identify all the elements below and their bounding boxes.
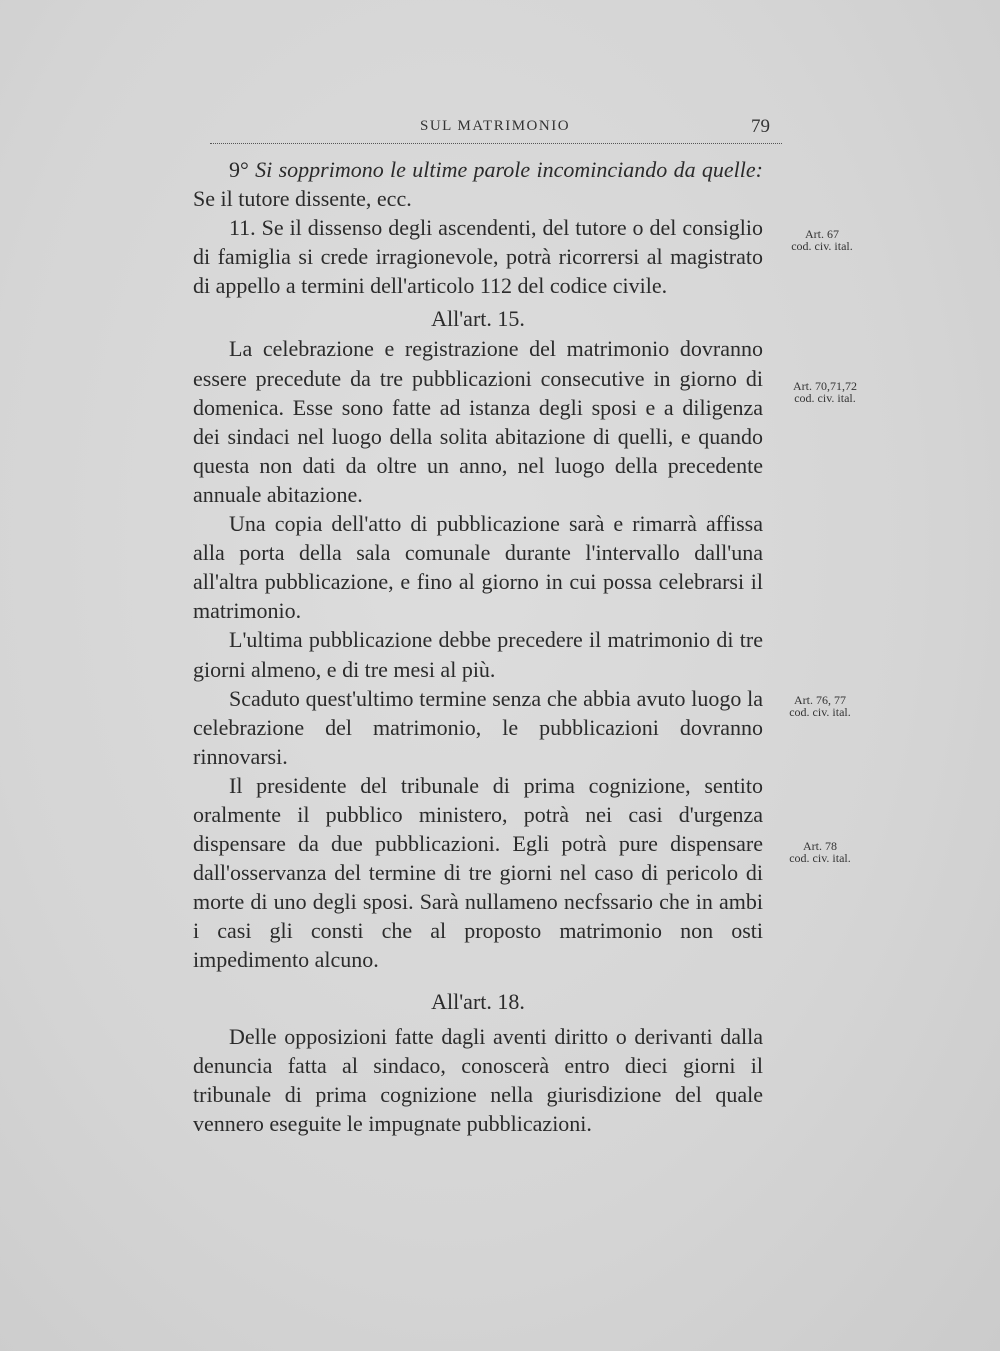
section-heading-art-15: All'art. 15. <box>431 306 525 332</box>
art15-paragraph-1: La celebrazione e registrazione del matrimonio dovranno essere precedute da tre pubblicazioni consecutive in giorno di domenica. Esse sono fatte ad istanza degli sposi e a diligenza dei sindaci nel luogo della solita abitazione di quelli, e quando questa non dati da oltre un anno, nel luogo della precedente annuale abitazione. <box>193 336 763 507</box>
art15-paragraph-5: Il presidente del tribunale di prima cognizione, sentito oralmente il pubblico ministero, potrà nei casi d'urgenza dispensare da due pubblicazioni. Egli potrà pure dispensare dall'osservanza del termine di tre giorni nel caso di pericolo di morte di uno degli sposi. Sarà nullameno necfssario che in ambi i casi gli consti che al proposto matrimonio non osti impedimento alcuno. <box>193 772 763 973</box>
header-rule <box>210 143 782 144</box>
margin-note-code: cod. civ. ital. <box>789 705 851 719</box>
art15-paragraph-4: Scaduto quest'ultimo termine senza che abbia avuto luogo la celebrazione del matrimonio, le pubblicazioni dovranno rinnovarsi. <box>193 685 763 769</box>
page-number: 79 <box>751 116 770 137</box>
margin-note-article: Art. 67 <box>805 227 839 241</box>
art18-paragraph-1: Delle opposizioni fatte dagli aventi diritto o derivanti dalla denuncia fatta al sindaco, conoscerà entro dieci giorni il tribunale di prima cognizione nella giurisdizione del quale vennero eseguite le impugnate pubblicazioni. <box>193 1023 763 1136</box>
margin-note-article: Art. 76, 77 <box>794 693 846 707</box>
paragraph-9-italic: Si sopprimono le ultime parole incominciando da quelle: <box>255 157 763 182</box>
margin-note-code: cod. civ. ital. <box>791 239 853 253</box>
paragraph-11: 11. Se il dissenso degli ascendenti, del tutore o del consiglio di famiglia si crede irragionevole, potrà ricorrersi al magistrato di appello a termini dell'articolo 112 del codice civile. <box>193 215 763 299</box>
running-head: SUL MATRIMONIO <box>420 118 571 134</box>
margin-note <box>772 228 872 252</box>
margin-note-code: cod. civ. ital. <box>794 391 856 405</box>
margin-note-article: Art. 70,71,72 <box>793 379 857 393</box>
margin-note <box>775 380 875 404</box>
margin-note <box>770 840 870 864</box>
paragraph-9 <box>193 155 763 213</box>
page-header <box>0 118 770 142</box>
page-body <box>193 155 763 1138</box>
paragraph-9-rest: Se il tutore dissente, ecc. <box>193 186 412 212</box>
section-heading-art-18: All'art. 18. <box>431 988 525 1014</box>
art15-paragraph-2: Una copia dell'atto di pubblicazione sarà e rimarrà affissa alla porta della sala comunale durante l'intervallo dall'una all'altra pubblicazione, e fino al giorno in cui possa celebrarsi il matrimonio. <box>193 511 763 624</box>
margin-note-article: Art. 78 <box>803 839 837 853</box>
art15-paragraph-3: L'ultima pubblicazione debbe precedere il matrimonio di tre giorni almeno, e di tre mesi al più. <box>193 627 763 682</box>
margin-note-code: cod. civ. ital. <box>789 851 851 865</box>
margin-note <box>770 694 870 718</box>
paragraph-9-number: 9° <box>229 157 249 182</box>
